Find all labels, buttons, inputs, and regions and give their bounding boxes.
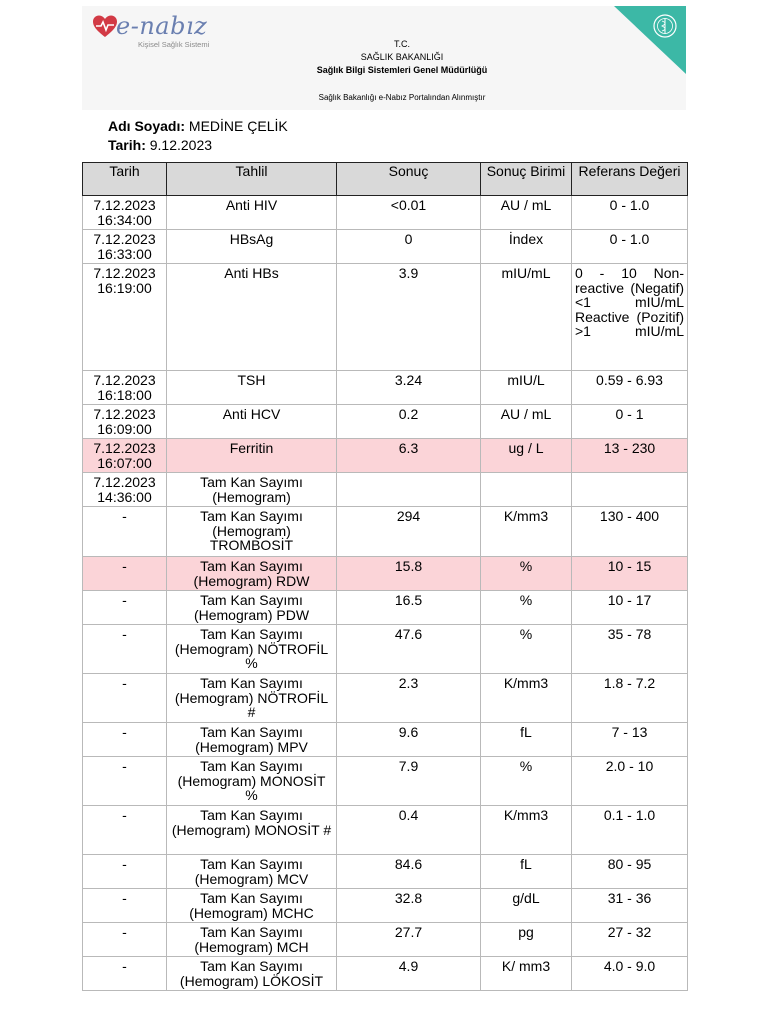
cell-result: 47.6 bbox=[337, 625, 481, 674]
cell-result: 7.9 bbox=[337, 757, 481, 806]
cell-result: <0.01 bbox=[337, 196, 481, 230]
cell-date: - bbox=[83, 957, 167, 991]
cell-date: - bbox=[83, 625, 167, 674]
cell-test: HBsAg bbox=[167, 230, 337, 264]
cell-date: 7.12.2023 16:18:00 bbox=[83, 371, 167, 405]
patient-name-row bbox=[108, 117, 288, 136]
cell-reference: 1.8 - 7.2 bbox=[572, 674, 688, 723]
cell-date: - bbox=[83, 557, 167, 591]
cell-reference: 35 - 78 bbox=[572, 625, 688, 674]
patient-name-value: MEDİNE ÇELİK bbox=[188, 118, 288, 134]
table-row bbox=[83, 723, 688, 757]
cell-result: 27.7 bbox=[337, 923, 481, 957]
cell-test: Tam Kan Sayımı (Hemogram) MONOSİT % bbox=[167, 757, 337, 806]
cell-result: 294 bbox=[337, 507, 481, 557]
cell-unit: % bbox=[481, 557, 572, 591]
cell-unit: fL bbox=[481, 723, 572, 757]
cell-test: Anti HBs bbox=[167, 264, 337, 371]
cell-date: 7.12.2023 16:34:00 bbox=[83, 196, 167, 230]
table-row bbox=[83, 855, 688, 889]
cell-unit: % bbox=[481, 591, 572, 625]
cell-date: 7.12.2023 16:19:00 bbox=[83, 264, 167, 371]
table-row bbox=[83, 591, 688, 625]
cell-unit: mIU/L bbox=[481, 371, 572, 405]
cell-reference: 0 - 1.0 bbox=[572, 230, 688, 264]
cell-unit: K/mm3 bbox=[481, 806, 572, 855]
header-test: Tahlil bbox=[167, 163, 337, 196]
cell-unit: pg bbox=[481, 923, 572, 957]
table-row-flagged bbox=[83, 439, 688, 473]
table-row bbox=[83, 473, 688, 507]
cell-test: TSH bbox=[167, 371, 337, 405]
cell-unit: AU / mL bbox=[481, 405, 572, 439]
cell-result: 0 bbox=[337, 230, 481, 264]
cell-test: Tam Kan Sayımı (Hemogram) MCV bbox=[167, 855, 337, 889]
ministry-title bbox=[232, 38, 572, 77]
cell-unit: AU / mL bbox=[481, 196, 572, 230]
cell-unit: % bbox=[481, 625, 572, 674]
table-row bbox=[83, 371, 688, 405]
cell-result: 2.3 bbox=[337, 674, 481, 723]
cell-test: Tam Kan Sayımı (Hemogram) TROMBOSİT bbox=[167, 507, 337, 557]
cell-test: Tam Kan Sayımı (Hemogram) bbox=[167, 473, 337, 507]
cell-date: - bbox=[83, 723, 167, 757]
cell-reference: 130 - 400 bbox=[572, 507, 688, 557]
cell-result: 32.8 bbox=[337, 889, 481, 923]
cell-reference: 0.1 - 1.0 bbox=[572, 806, 688, 855]
header-reference: Referans Değeri bbox=[572, 163, 688, 196]
cell-unit: K/ mm3 bbox=[481, 957, 572, 991]
cell-date: - bbox=[83, 507, 167, 557]
cell-reference: 31 - 36 bbox=[572, 889, 688, 923]
table-row bbox=[83, 806, 688, 855]
cell-result: 4.9 bbox=[337, 957, 481, 991]
cell-date: - bbox=[83, 674, 167, 723]
cell-date: - bbox=[83, 889, 167, 923]
patient-info bbox=[108, 117, 288, 155]
cell-result: 3.9 bbox=[337, 264, 481, 371]
cell-date: 7.12.2023 16:33:00 bbox=[83, 230, 167, 264]
table-row bbox=[83, 405, 688, 439]
cell-date: 7.12.2023 16:07:00 bbox=[83, 439, 167, 473]
report-date-label: Tarih: bbox=[108, 137, 146, 153]
cell-reference: 0 - 1.0 bbox=[572, 196, 688, 230]
cell-date: - bbox=[83, 806, 167, 855]
cell-result: 16.5 bbox=[337, 591, 481, 625]
cell-test: Ferritin bbox=[167, 439, 337, 473]
cell-unit: g/dL bbox=[481, 889, 572, 923]
cell-reference: 0.59 - 6.93 bbox=[572, 371, 688, 405]
cell-result bbox=[337, 473, 481, 507]
cell-date: - bbox=[83, 923, 167, 957]
report-date-row bbox=[108, 136, 288, 155]
cell-reference: 10 - 15 bbox=[572, 557, 688, 591]
ministry-line-department: Sağlık Bilgi Sistemleri Genel Müdürlüğü bbox=[316, 65, 488, 75]
cell-result: 3.24 bbox=[337, 371, 481, 405]
logo-subtitle: Kişisel Sağlık Sistemi bbox=[138, 40, 210, 49]
cell-date: - bbox=[83, 855, 167, 889]
table-row bbox=[83, 923, 688, 957]
table-row-flagged bbox=[83, 557, 688, 591]
ministry-emblem bbox=[614, 6, 686, 74]
enabiz-logo bbox=[92, 12, 232, 52]
table-row bbox=[83, 757, 688, 806]
cell-result: 0.4 bbox=[337, 806, 481, 855]
table-row bbox=[83, 507, 688, 557]
table-header-row bbox=[83, 163, 688, 196]
cell-test: Tam Kan Sayımı (Hemogram) MPV bbox=[167, 723, 337, 757]
cell-unit bbox=[481, 473, 572, 507]
cell-date: 7.12.2023 16:09:00 bbox=[83, 405, 167, 439]
cell-test: Anti HIV bbox=[167, 196, 337, 230]
cell-test: Tam Kan Sayımı (Hemogram) MCH bbox=[167, 923, 337, 957]
cell-test: Tam Kan Sayımı (Hemogram) NÖTROFİL % bbox=[167, 625, 337, 674]
ministry-line-tc: T.C. bbox=[393, 39, 410, 49]
table-row bbox=[83, 230, 688, 264]
cell-reference: 13 - 230 bbox=[572, 439, 688, 473]
cell-date: - bbox=[83, 757, 167, 806]
cell-result: 9.6 bbox=[337, 723, 481, 757]
cell-unit: % bbox=[481, 757, 572, 806]
cell-unit: K/mm3 bbox=[481, 674, 572, 723]
cell-unit: mIU/mL bbox=[481, 264, 572, 371]
header-result: Sonuç bbox=[337, 163, 481, 196]
cell-test: Tam Kan Sayımı (Hemogram) MONOSİT # bbox=[167, 806, 337, 855]
reference-text: 0 - 10 Non-reactive (Negatif) <1 mIU/mL Reactive (Pozitif) >1 mIU/mL bbox=[575, 265, 684, 339]
cell-test: Tam Kan Sayımı (Hemogram) PDW bbox=[167, 591, 337, 625]
header-unit: Sonuç Birimi bbox=[481, 163, 572, 196]
cell-result: 15.8 bbox=[337, 557, 481, 591]
cell-unit: K/mm3 bbox=[481, 507, 572, 557]
cell-result: 84.6 bbox=[337, 855, 481, 889]
portal-note: Sağlık Bakanlığı e-Nabız Portalından Alınmıştır bbox=[318, 93, 486, 102]
cell-reference: 10 - 17 bbox=[572, 591, 688, 625]
patient-name-label: Adı Soyadı: bbox=[108, 118, 186, 134]
cell-test: Tam Kan Sayımı (Hemogram) LÖKOSİT bbox=[167, 957, 337, 991]
header-date: Tarih bbox=[83, 163, 167, 196]
cell-reference: 7 - 13 bbox=[572, 723, 688, 757]
cell-date: - bbox=[83, 591, 167, 625]
cell-test: Anti HCV bbox=[167, 405, 337, 439]
lab-results-table bbox=[82, 162, 688, 991]
cell-test: Tam Kan Sayımı (Hemogram) NÖTROFİL # bbox=[167, 674, 337, 723]
cell-reference: 4.0 - 9.0 bbox=[572, 957, 688, 991]
cell-result: 0.2 bbox=[337, 405, 481, 439]
cell-reference: 2.0 - 10 bbox=[572, 757, 688, 806]
heart-icon bbox=[92, 14, 118, 40]
table-row bbox=[83, 957, 688, 991]
cell-test: Tam Kan Sayımı (Hemogram) MCHC bbox=[167, 889, 337, 923]
cell-unit: İndex bbox=[481, 230, 572, 264]
table-row bbox=[83, 674, 688, 723]
logo-wordmark: e-nabız bbox=[116, 12, 208, 40]
cell-date: 7.12.2023 14:36:00 bbox=[83, 473, 167, 507]
cell-unit: fL bbox=[481, 855, 572, 889]
table-row bbox=[83, 889, 688, 923]
cell-reference bbox=[572, 473, 688, 507]
cell-result: 6.3 bbox=[337, 439, 481, 473]
cell-test: Tam Kan Sayımı (Hemogram) RDW bbox=[167, 557, 337, 591]
cell-reference: 0 - 1 bbox=[572, 405, 688, 439]
cell-reference: 27 - 32 bbox=[572, 923, 688, 957]
cell-reference: 80 - 95 bbox=[572, 855, 688, 889]
table-row bbox=[83, 264, 688, 371]
table-row bbox=[83, 625, 688, 674]
table-row bbox=[83, 196, 688, 230]
cell-unit: ug / L bbox=[481, 439, 572, 473]
cell-reference bbox=[572, 264, 688, 371]
ministry-line-name: SAĞLIK BAKANLIĞI bbox=[360, 52, 444, 62]
report-date-value: 9.12.2023 bbox=[149, 137, 213, 153]
